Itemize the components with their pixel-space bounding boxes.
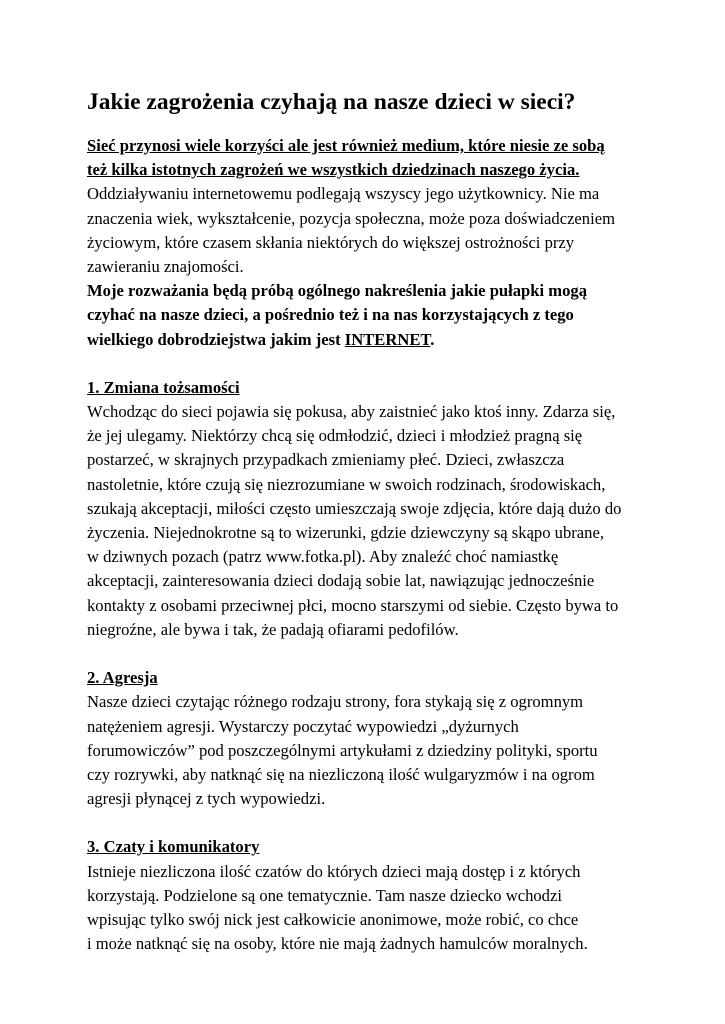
section-line: że jej ulegamy. Niektórzy chcą się odmłodzić, dzieci i młodzież pragną się: [87, 426, 583, 446]
paragraph-gap: [87, 811, 647, 835]
section-line: postarzeć, w skrajnych przypadkach zmieniamy płeć. Dzieci, zwłaszcza: [87, 450, 565, 470]
intro-lead-line: też kilka istotnych zagrożeń we wszystkich dziedzinach naszego życia.: [87, 160, 580, 180]
section-line: Nasze dzieci czytając różnego rodzaju strony, fora stykają się z ogromnym: [87, 692, 584, 712]
section-line: Istnieje niezliczona ilość czatów do których dzieci mają dostęp i z których: [87, 861, 581, 881]
section-chats: [87, 835, 647, 956]
section-line: korzystają. Podzielone są one tematycznie. Tam nasze dziecko wchodzi: [87, 885, 562, 905]
page-title: Jakie zagrożenia czyhają na nasze dzieci w sieci?: [87, 89, 576, 115]
section-heading: 1. Zmiana tożsamości: [87, 377, 240, 397]
section-line: w dziwnych pozach (patrz www.fotka.pl). Aby znaleźć choć namiastkę: [87, 547, 559, 567]
intro-paragraph: [87, 134, 647, 352]
section-heading: 3. Czaty i komunikatory: [87, 837, 260, 857]
section-aggression: [87, 666, 647, 811]
section-line: życzenia. Niejednokrotne są to wizerunki, gdzie dziewczyny są skąpo ubrane,: [87, 523, 604, 542]
section-line: nastoletnie, które czują się niezrozumiane w swoich rodzinach, środowiskach,: [87, 474, 606, 494]
section-line: natężeniem agresji. Wystarczy poczytać wypowiedzi „dyżurnych: [87, 716, 519, 736]
intro-line: życiowym, które czasem skłania niektórych do większej ostrożności przy: [87, 232, 575, 252]
section-line: wpisując tylko swój nick jest całkowicie anonimowe, może robić, co chce: [87, 910, 579, 929]
section-line: akceptacji, zainteresowania dzieci dodają sobie lat, nawiązując jednocześnie: [87, 571, 595, 591]
section-line: czy rozrywki, aby natknąć się na niezliczoną ilość wulgaryzmów i na ogrom: [87, 764, 595, 784]
section-line: agresji płynącej z tych wypowiedzi.: [87, 789, 326, 809]
intro-bold-line: czyhać na nasze dzieci, a pośrednio też i na nas korzystających z tego: [87, 305, 574, 325]
intro-line: zawieraniu znajomości.: [87, 256, 244, 276]
paragraph-gap: [87, 642, 647, 666]
intro-line: znaczenia wiek, wykształcenie, pozycja społeczna, może poza doświadczeniem: [87, 208, 615, 228]
intro-lead-line: Sieć przynosi wiele korzyści ale jest również medium, które niesie ze sobą: [87, 136, 605, 155]
section-identity-change: [87, 376, 647, 642]
internet-emphasis: INTERNET: [344, 329, 431, 349]
section-line: Wchodząc do sieci pojawia się pokusa, aby zaistnieć jako ktoś inny. Zdarza się,: [87, 402, 616, 422]
intro-bold-last-prefix: wielkiego dobrodziejstwa jakim jest: [87, 329, 345, 349]
section-line: kontakty z osobami przeciwnej płci, mocno starszymi od siebie. Często bywa to: [87, 595, 619, 615]
section-line: szukają akceptacji, miłości często umieszczają swoje zdjęcia, które dają dużo do: [87, 498, 622, 518]
section-line: i może natknąć się na osoby, które nie mają żadnych hamulców moralnych.: [87, 934, 588, 954]
intro-line: Oddziaływaniu internetowemu podlegają wszyscy jego użytkownicy. Nie ma: [87, 184, 600, 204]
section-heading: 2. Agresja: [87, 668, 158, 688]
intro-bold-last-line: [87, 328, 647, 352]
intro-bold-last-suffix: .: [430, 329, 435, 349]
intro-bold-line: Moje rozważania będą próbą ogólnego nakreślenia jakie pułapki mogą: [87, 281, 587, 301]
document-body: [87, 134, 647, 956]
paragraph-gap: [87, 352, 647, 376]
section-line: niegroźne, ale bywa i tak, że padają ofiarami pedofilów.: [87, 619, 459, 639]
section-line: forumowiczów” pod poszczególnymi artykułami z dziedziny polityki, sportu: [87, 740, 598, 760]
